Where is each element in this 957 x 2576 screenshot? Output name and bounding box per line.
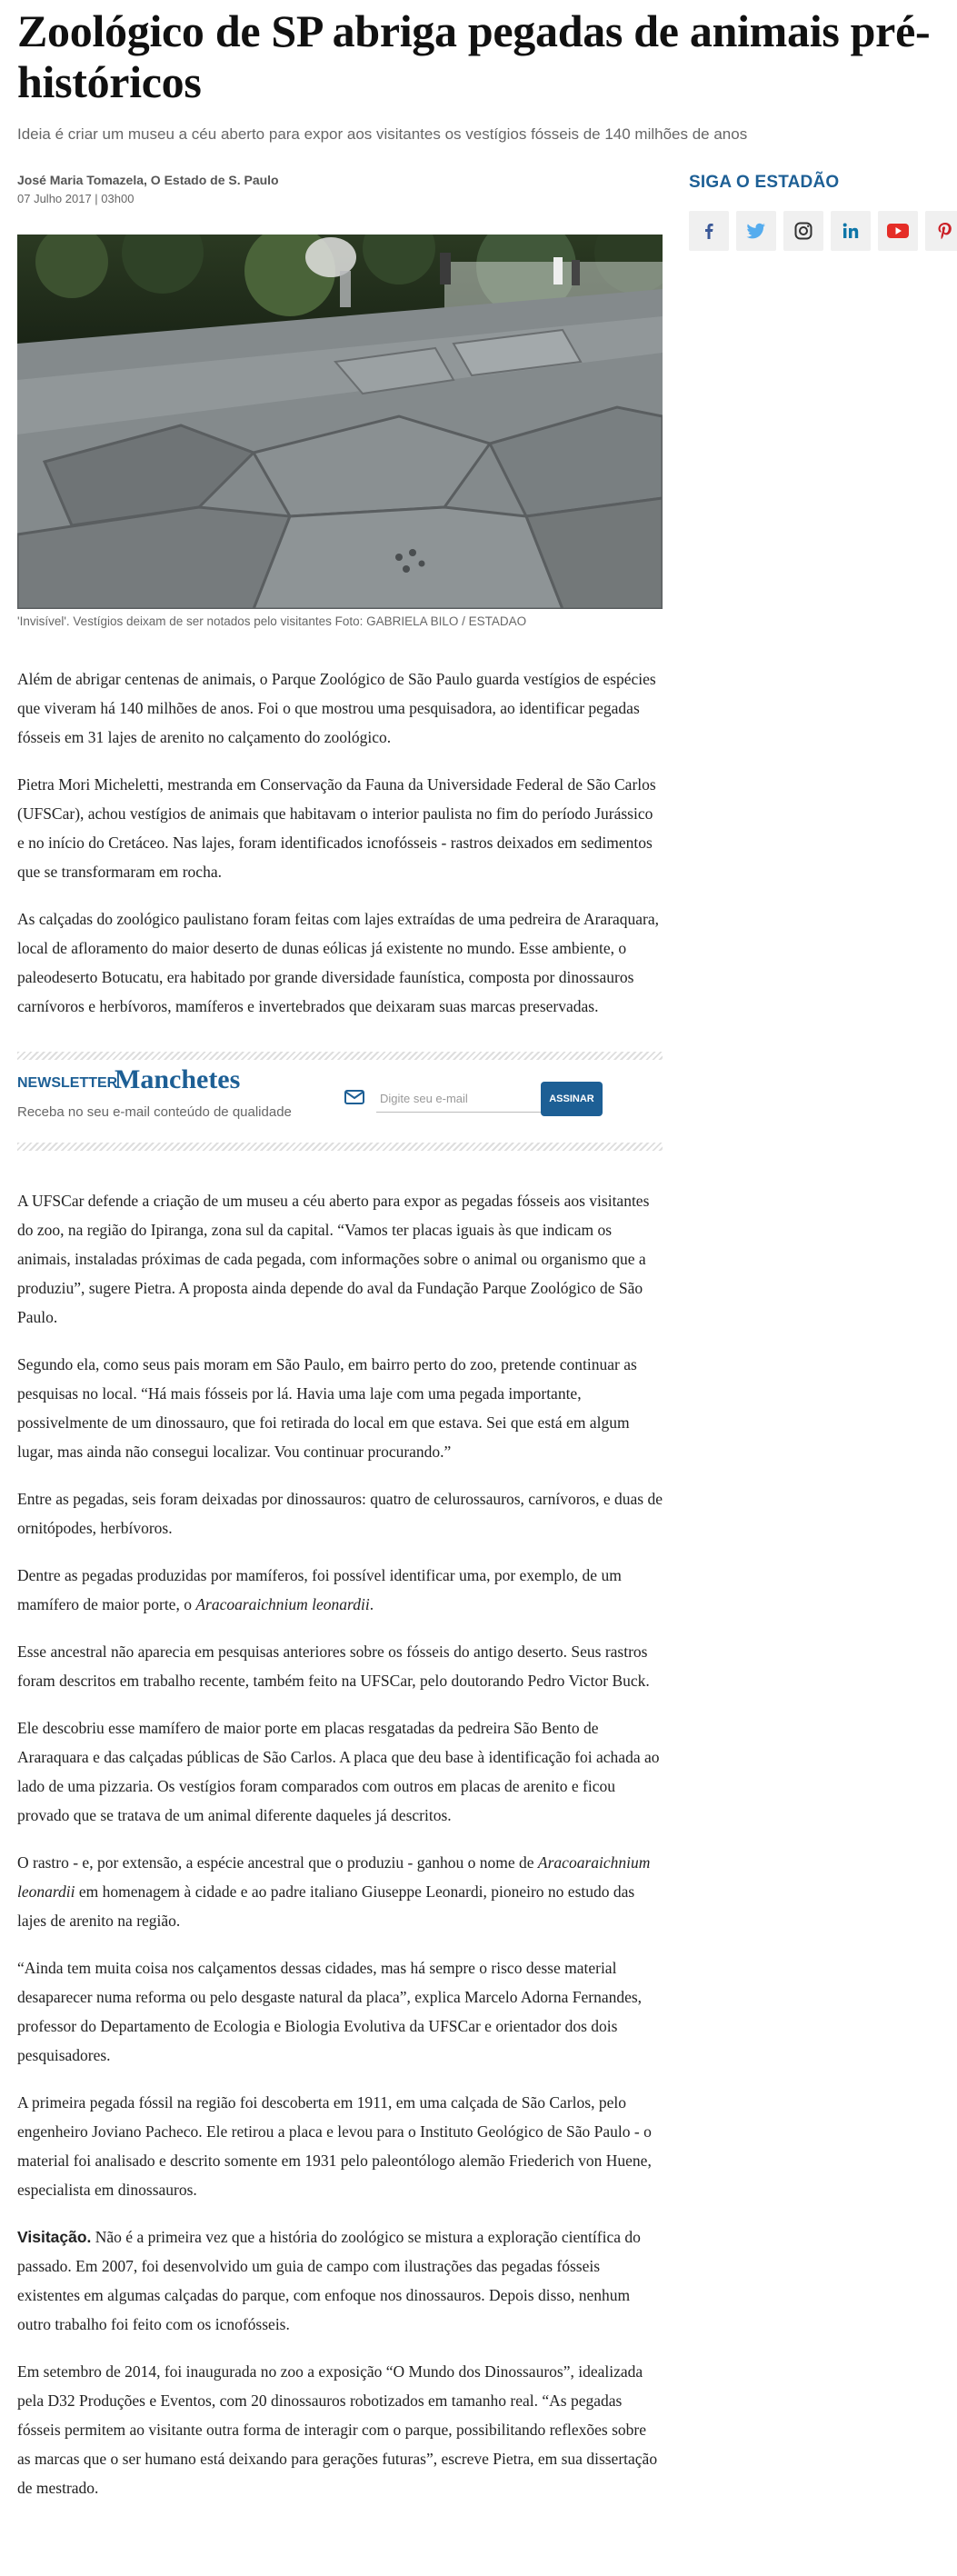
article-subtitle: Ideia é criar um museu a céu aberto para expor aos visitantes os vestígios fósseis de 140 milhões de anos — [17, 125, 748, 143]
newsletter-box — [17, 1052, 663, 1153]
article-paragraph: Ele descobriu esse mamífero de maior porte em placas resgatadas da pedreira São Bento de Araraquara e das calçadas públicas de São Carlos. A placa que deu base à identificação foi achada ao lado de uma pizzaria. Os vestígios foram comparados com outros em placas de arenito e ficou provado que se tratava de um animal diferente daqueles já descritos. — [17, 1719, 660, 1824]
species-name: Aracoaraichnium leonardii — [195, 1595, 370, 1613]
paragraph-text: Dentre as pegadas produzidas por mamíferos, foi possível identificar uma, por exemplo, de um mamífero de maior porte, o — [17, 1566, 622, 1613]
article-paragraph: “Ainda tem muita coisa nos calçamentos dessas cidades, mas há sempre o risco desse material desaparecer numa reforma ou pelo desgaste natural da placa”, explica Marcelo Adorna Fernandes, professor do Departamento de Ecologia e Biologia Evolutiva da UFSCar e orientador dos dois pesquisadores. — [17, 1959, 643, 2064]
byline-author[interactable]: José Maria Tomazela, O Estado de S. Paulo — [17, 173, 279, 187]
instagram-icon — [793, 221, 813, 241]
follow-title: SIGA O ESTADÃO — [689, 173, 840, 192]
photo-image — [17, 235, 663, 609]
article-photo — [17, 235, 663, 609]
section-lead: Visitação. — [17, 2228, 92, 2246]
newsletter-label: NEWSLETTER — [17, 1075, 118, 1091]
facebook-button[interactable] — [689, 211, 729, 251]
newsletter-brand: Manchetes — [115, 1064, 241, 1094]
article-paragraph: Esse ancestral não aparecia em pesquisas anteriores sobre os fósseis do antigo deserto. Seus rastros foram descritos em trabalho recente, também feito na UFSCar, pelo doutorando Pedro Victor Buck. — [17, 1642, 650, 1690]
article-main — [17, 173, 663, 2521]
article-paragraph: Pietra Mori Micheletti, mestranda em Conservação da Fauna da Universidade Federal de São Carlos (UFSCar), achou vestígios de animais que habitavam o interior paulista no fim do período Jurássico e no início do Cretáceo. Nas lajes, foram identificados icnofósseis - rastros deixados em sedimentos que se transformaram em rocha. — [17, 775, 656, 881]
instagram-button[interactable] — [783, 211, 823, 251]
paragraph-text: . — [369, 1595, 374, 1613]
twitter-button[interactable] — [736, 211, 776, 251]
article-paragraph: A primeira pegada fóssil na região foi descoberta em 1911, em uma calçada de São Carlos, pelo engenheiro Joviano Pacheco. Ele retirou a placa e levou para o Instituto Geológico de São Paulo - o material foi analisado e descrito somente em 1931 pelo paleontólogo alemão Friederich von Huene, especialista em dinossauros. — [17, 2093, 652, 2199]
article-header — [17, 5, 935, 144]
facebook-icon — [699, 221, 719, 241]
mail-icon — [344, 1090, 364, 1109]
newsletter-divider-bottom — [17, 1143, 663, 1151]
byline-date: 07 Julho 2017 | 03h00 — [17, 192, 135, 205]
newsletter-email-input[interactable] — [376, 1084, 543, 1113]
youtube-button[interactable] — [878, 211, 918, 251]
youtube-icon — [886, 222, 910, 240]
photo-caption: 'Invisível'. Vestígios deixam de ser notados pelo visitantes Foto: GABRIELA BILO / ESTADAO — [17, 614, 527, 628]
linkedin-icon — [841, 221, 861, 241]
paragraph-text: em homenagem à cidade e ao padre italiano Giuseppe Leonardi, pioneiro no estudo das lajes de arenito na região. — [17, 1882, 635, 1930]
article-paragraph: A UFSCar defende a criação de um museu a céu aberto para expor as pegadas fósseis aos visitantes do zoo, na região do Ipiranga, zona sul da capital. “Vamos ter placas iguais às que indicam os animais, instaladas próximas de cada pegada, com informações sobre o animal ou organismo que a produziu”, sugere Pietra. A proposta ainda depende do aval da Fundação Parque Zoológico de São Paulo. — [17, 1192, 650, 1326]
social-links — [689, 211, 957, 251]
article-paragraph — [17, 2222, 663, 2339]
species-name: Aracoaraichnium leonardii — [17, 1853, 651, 1901]
newsletter-divider-top — [17, 1052, 663, 1060]
sidebar — [689, 173, 957, 251]
article-paragraph: As calçadas do zoológico paulistano foram feitas com lajes extraídas de uma pedreira de Araraquara, local de afloramento do maior deserto de dunas eólicas já existente no mundo. Esse ambiente, o paleodeserto Botucatu, era habitado por grande diversidade faunística, composta por dinossauros carnívoros e herbívoros, mamíferos e invertebrados que deixaram suas marcas preservadas. — [17, 910, 660, 1015]
page-title: Zoológico de SP abriga pegadas de animais pré-históricos — [17, 5, 931, 107]
article-paragraph: Além de abrigar centenas de animais, o Parque Zoológico de São Paulo guarda vestígios de espécies que viveram há 140 milhões de anos. Foi o que mostrou uma pesquisadora, ao identificar pegadas fósseis em 31 lajes de arenito no calçamento do zoológico. — [17, 670, 656, 746]
linkedin-button[interactable] — [831, 211, 871, 251]
newsletter-description: Receba no seu e-mail conteúdo de qualidade — [17, 1104, 292, 1120]
article-paragraph: Entre as pegadas, seis foram deixadas por dinossauros: quatro de celurossauros, carnívoros, e duas de ornitópodes, herbívoros. — [17, 1490, 663, 1537]
paragraph-text: O rastro - e, por extensão, a espécie ancestral que o produziu - ganhou o nome de — [17, 1853, 538, 1872]
pinterest-icon — [935, 221, 955, 241]
article-paragraph — [17, 1561, 663, 1619]
twitter-icon — [745, 221, 767, 241]
paragraph-text: Não é a primeira vez que a história do zoológico se mistura a exploração científica do passado. Em 2007, foi desenvolvido um guia de campo com ilustrações das pegadas fósseis existentes em algumas calçadas do parque, com enfoque nos dinossauros. Depois disso, nenhum outro trabalho foi feito com os icnofósseis. — [17, 2228, 641, 2333]
article-paragraph: Segundo ela, como seus pais moram em São Paulo, em bairro perto do zoo, pretende continuar as pesquisas no local. “Há mais fósseis por lá. Havia uma laje com uma pegada importante, possivelmente de um dinossauro, que foi retirada do local em que estava. Sei que está em algum lugar, mas ainda não consegui localizar. Vou continuar procurando.” — [17, 1355, 637, 1461]
article-paragraph: Em setembro de 2014, foi inaugurada no zoo a exposição “O Mundo dos Dinossauros”, idealizada pela D32 Produções e Eventos, com 20 dinossauros robotizados em tamanho real. “As pegadas fósseis permitem ao visitante outra forma de interagir com o parque, possibilitando reflexões sobre as marcas que o ser humano está deixando para gerações futuras”, escreve Pietra, em sua dissertação de mestrado. — [17, 2362, 658, 2497]
article-body — [17, 664, 663, 2502]
pinterest-button[interactable] — [925, 211, 957, 251]
newsletter-submit-button[interactable]: ASSINAR — [541, 1082, 603, 1116]
article-paragraph — [17, 1848, 663, 1935]
